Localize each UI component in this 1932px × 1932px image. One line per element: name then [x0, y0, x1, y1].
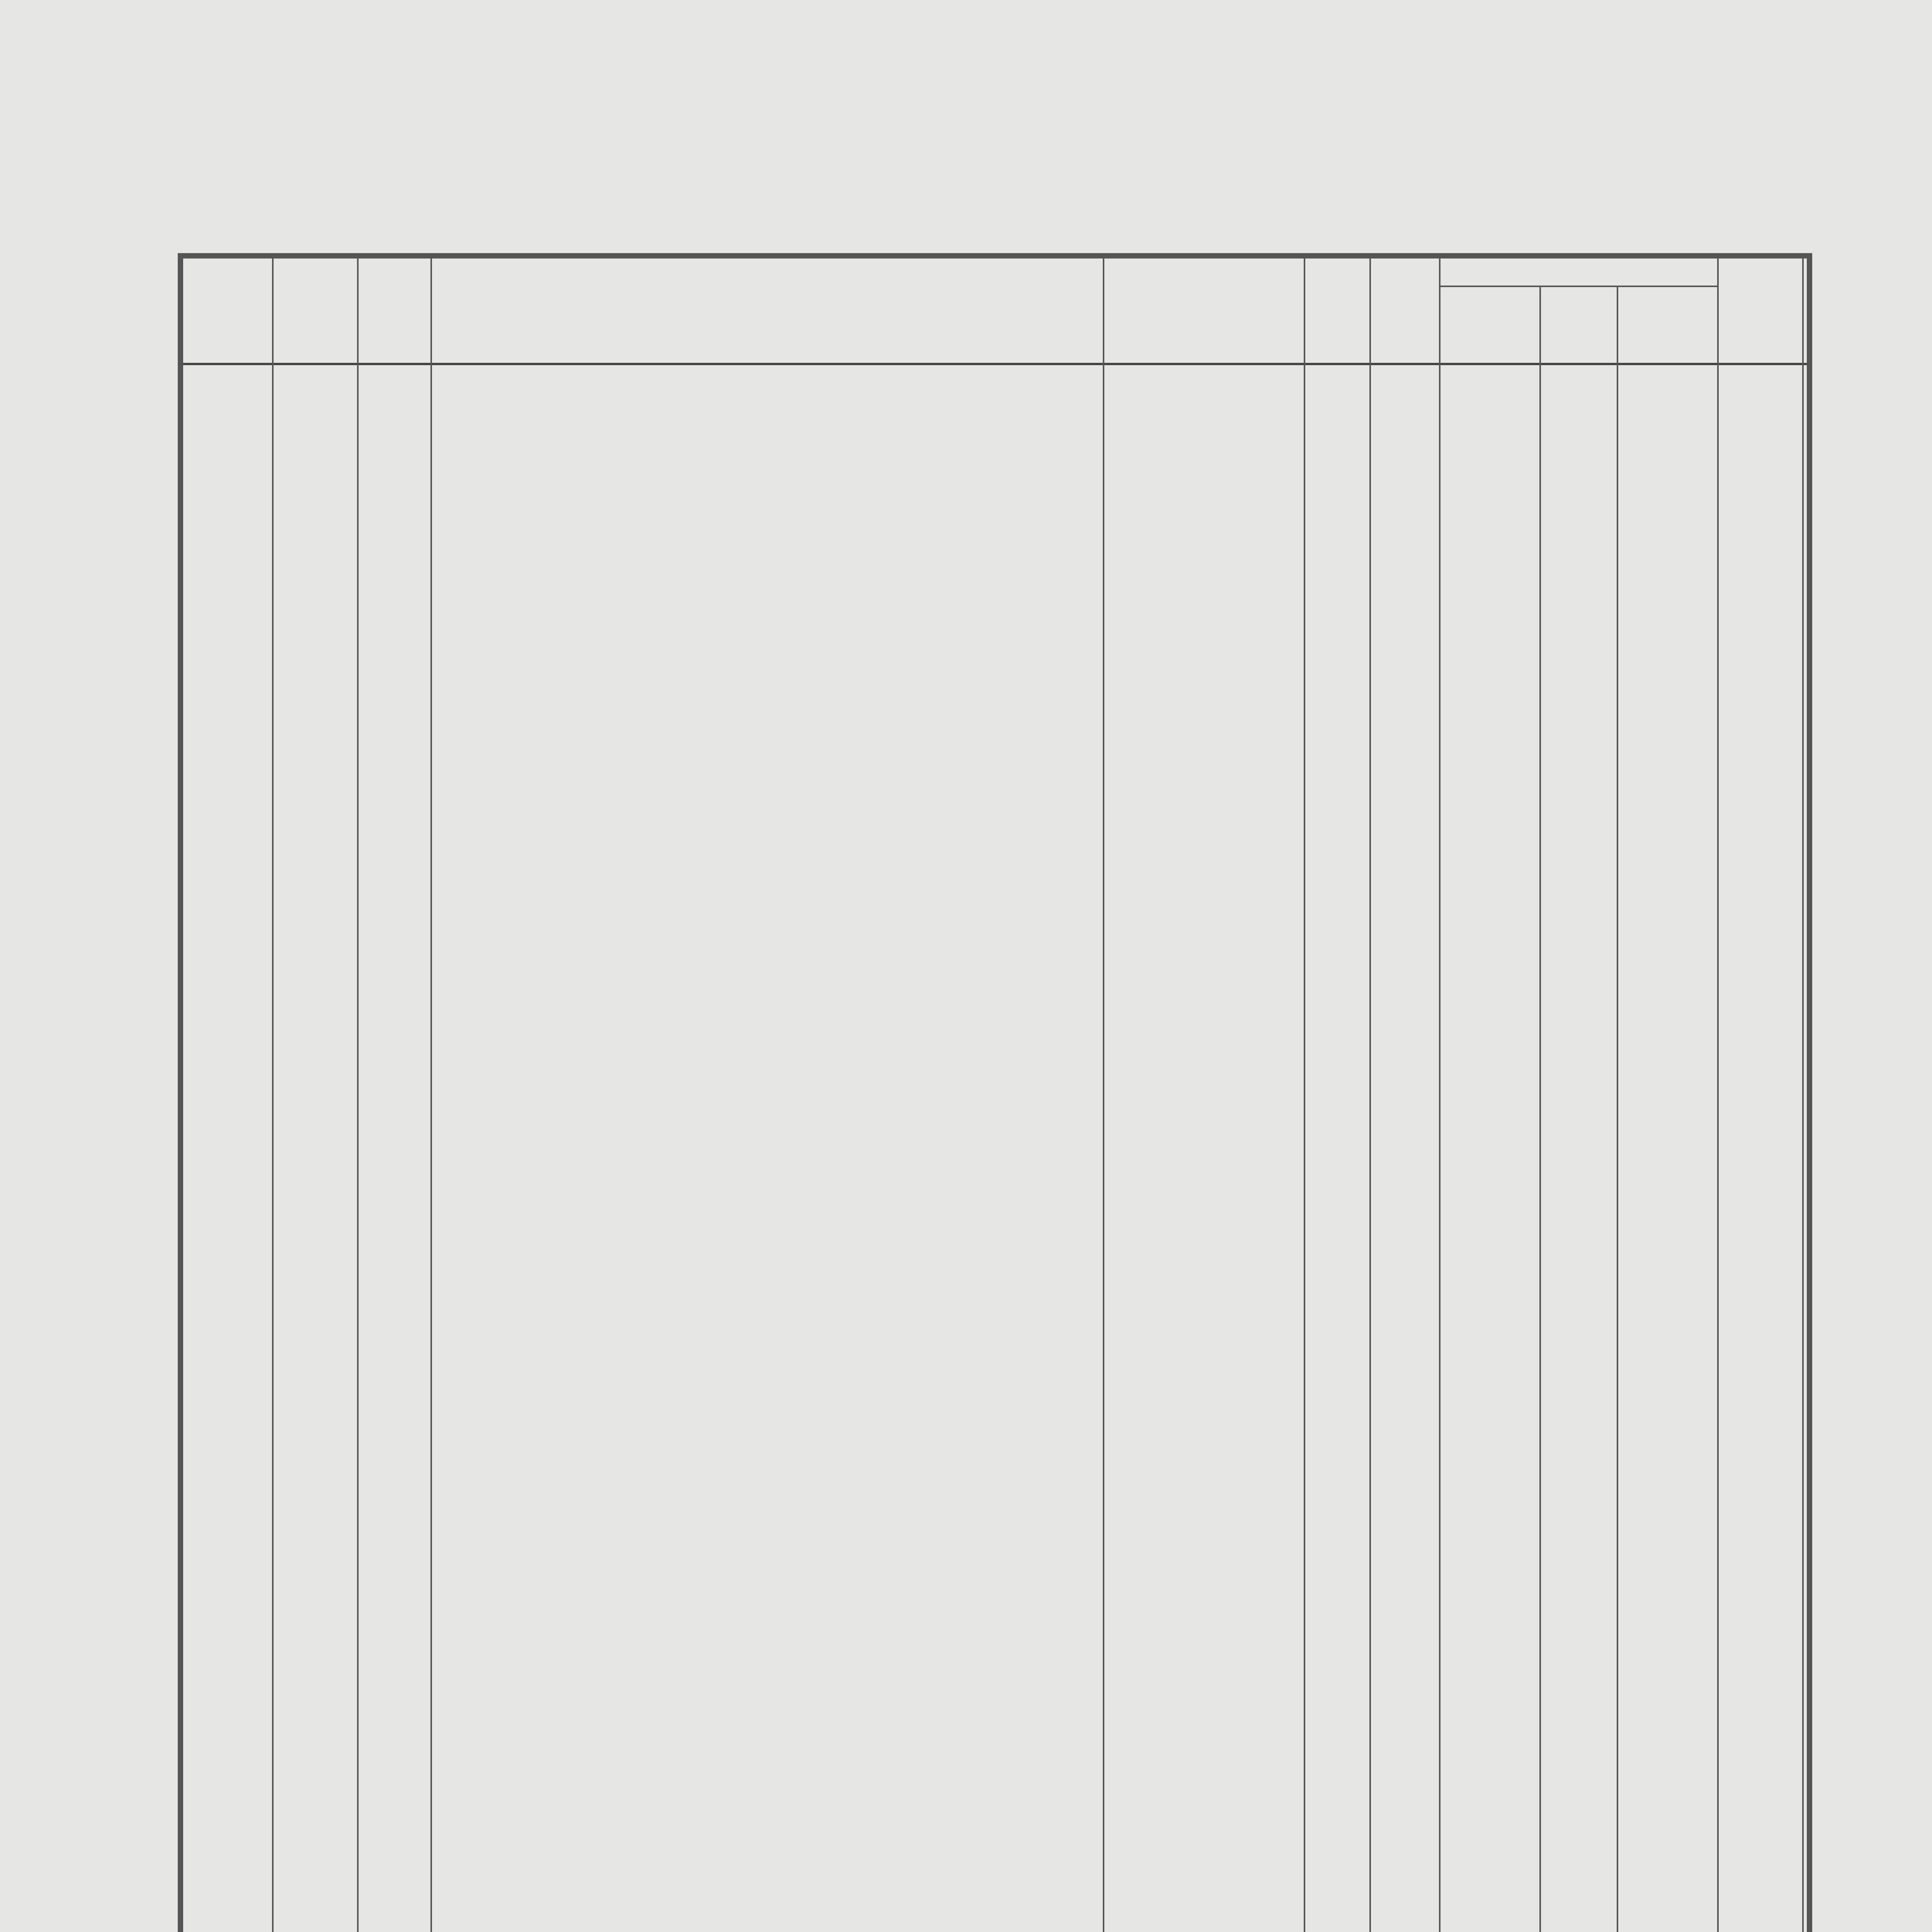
col-ant-header	[1369, 259, 1439, 363]
page-header	[178, 162, 1812, 205]
col-prev-header	[1304, 259, 1369, 363]
col-designation-header	[430, 259, 1103, 363]
col-course-header	[1103, 259, 1304, 363]
col-nominal-header	[357, 259, 430, 363]
col-titles-header	[272, 259, 357, 363]
col-brut-header	[1717, 259, 1802, 363]
col-coupons-header	[1439, 259, 1717, 286]
col-amount-header	[183, 259, 272, 363]
table-header	[183, 259, 1807, 365]
coupons-divider	[1439, 286, 1717, 287]
col-obs-header	[1802, 259, 1932, 363]
col-coupon-date-header	[1439, 293, 1539, 359]
quotation-table	[178, 253, 1812, 1932]
table-body	[183, 365, 1807, 1932]
